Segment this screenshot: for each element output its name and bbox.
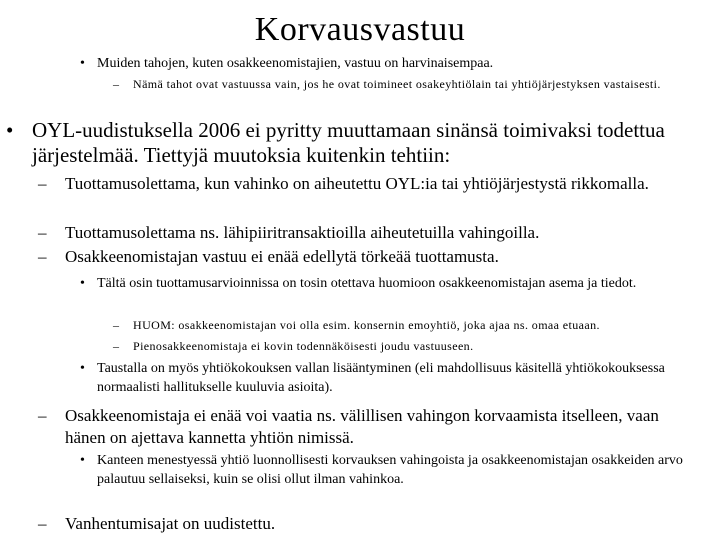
bullet-item xyxy=(0,118,712,168)
bullet-text: Tuottamusolettama ns. lähipiiritransaktioilla aiheutetuilla vahingoilla. xyxy=(65,223,540,242)
bullet-item xyxy=(113,317,718,334)
bullet-item xyxy=(113,338,718,355)
bullet-text: Tuottamusolettama, kun vahinko on aiheutettu OYL:ia tai yhtiöjärjestystä rikkomalla. xyxy=(65,174,649,193)
bullet-dash-icon: – xyxy=(38,514,47,533)
bullet-item xyxy=(80,451,700,489)
bullet-item xyxy=(38,173,698,195)
bullet-dot-icon: • xyxy=(80,276,85,291)
bullet-text: Osakkeenomistaja ei enää voi vaatia ns. välillisen vahingon korvaamista itselleen, vaan hänen on ajettava kannetta yhtiön nimissä. xyxy=(65,406,659,447)
bullet-dash-icon: – xyxy=(113,339,120,353)
bullet-text: Muiden tahojen, kuten osakkeenomistajien, vastuu on harvinaisempaa. xyxy=(97,56,494,71)
bullet-text: Kanteen menestyessä yhtiö luonnollisesti korvauksen vahingoista ja osakkeenomistajan osakkeiden arvo palautuu sellaiseksi, kuin se olisi ollut ilman vahinkoa. xyxy=(97,453,683,487)
bullet-text: Vanhentumisajat on uudistettu. xyxy=(65,514,276,533)
bullet-text: Osakkeenomistajan vastuu ei enää edellytä törkeää tuottamusta. xyxy=(65,247,499,266)
bullet-item xyxy=(38,222,698,244)
bullet-item xyxy=(80,54,710,73)
bullet-item xyxy=(38,246,698,268)
bullet-dot-icon: • xyxy=(80,453,85,468)
bullet-dot-icon: • xyxy=(6,118,14,142)
bullet-dash-icon: – xyxy=(113,77,120,91)
bullet-dash-icon: – xyxy=(38,247,47,266)
bullet-dot-icon: • xyxy=(80,361,85,376)
bullet-text: OYL-uudistuksella 2006 ei pyritty muuttamaan sinänsä toimivaksi todettua järjestelmää. Tiettyjä muutoksia kuitenkin tehtiin: xyxy=(32,118,665,167)
bullet-dash-icon: – xyxy=(38,223,47,242)
bullet-text: Nämä tahot ovat vastuussa vain, jos he ovat toimineet osakeyhtiölain tai yhtiöjärjestyksen vastaisesti. xyxy=(133,77,661,91)
bullet-item xyxy=(80,359,700,397)
bullet-dash-icon: – xyxy=(38,406,47,425)
slide-title: Korvausvastuu xyxy=(254,11,466,48)
bullet-text: Tältä osin tuottamusarvioinnissa on tosin otettava huomioon osakkeenomistajan asema ja tiedot. xyxy=(97,276,637,291)
bullet-text: Pienosakkeenomistaja ei kovin todennäköisesti joudu vastuuseen. xyxy=(133,339,474,353)
bullet-text: Taustalla on myös yhtiökokouksen vallan lisääntyminen (eli mahdollisuus käsitellä yhtiökokouksessa normaalisti hallitukselle kuuluvia asioita). xyxy=(97,361,665,395)
bullet-text: HUOM: osakkeenomistajan voi olla esim. konsernin emoyhtiö, joka ajaa ns. omaa etuaan. xyxy=(133,318,600,332)
bullet-dash-icon: – xyxy=(38,174,47,193)
bullet-item xyxy=(38,513,688,535)
bullet-dot-icon: • xyxy=(80,56,85,71)
bullet-item xyxy=(38,405,688,449)
bullet-dash-icon: – xyxy=(113,318,120,332)
bullet-item xyxy=(80,274,710,293)
bullet-item xyxy=(113,76,713,93)
